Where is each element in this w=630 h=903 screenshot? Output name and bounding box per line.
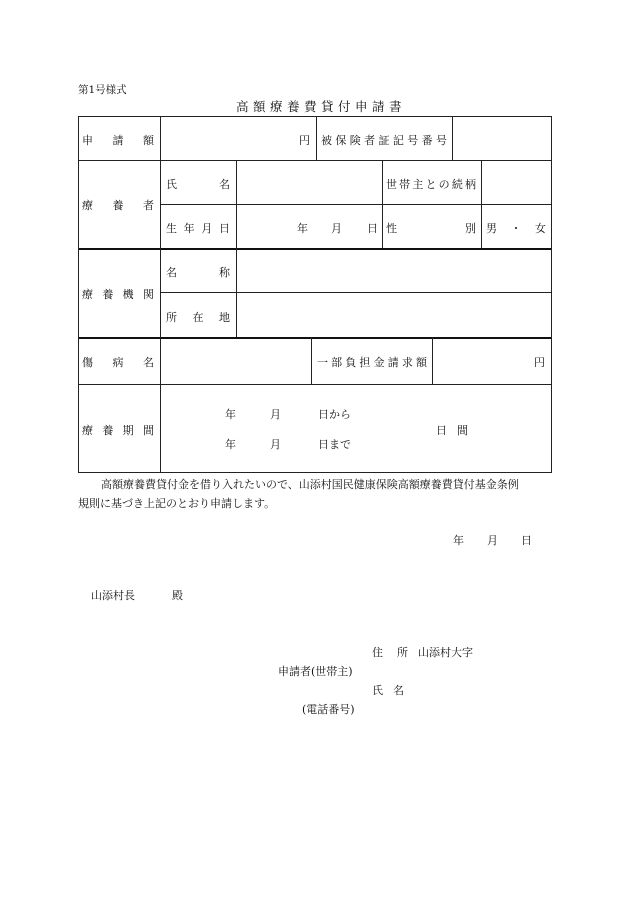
to-suffix: 日まで bbox=[318, 438, 351, 451]
to-year-unit: 年 bbox=[225, 438, 236, 451]
honorific: 殿 bbox=[172, 589, 183, 602]
form-title: 高額療養費貸付申請書 bbox=[236, 99, 407, 114]
institution-address-field[interactable] bbox=[237, 293, 551, 336]
insured-number-field[interactable] bbox=[453, 117, 551, 159]
applicant-phone-label: (電話番号) bbox=[302, 703, 355, 716]
statement-line-2: 規則に基づき上記のとおり申請します。 bbox=[78, 497, 276, 510]
disease-label: 傷病名 bbox=[82, 356, 154, 369]
addressee: 山添村長 bbox=[91, 589, 135, 602]
insured-number-label: 被保険者証記号番号 bbox=[321, 134, 447, 147]
institution-address-label: 所在地 bbox=[166, 311, 230, 324]
patient-label: 療養者 bbox=[82, 199, 154, 212]
date-year-unit: 年 bbox=[453, 534, 464, 547]
birth-month-unit: 月 bbox=[331, 222, 342, 235]
statement-line-1: 高額療養費貸付金を借り入れたいので、山添村国民健康保険高額療養費貸付基金条例 bbox=[101, 478, 519, 491]
days-label: 日間 bbox=[436, 424, 468, 437]
disease-field[interactable] bbox=[161, 339, 311, 384]
name-label: 氏名 bbox=[166, 178, 230, 191]
form-number: 第1号様式 bbox=[78, 84, 127, 96]
from-month-unit: 月 bbox=[270, 408, 281, 421]
applicant-name-label: 氏名 bbox=[372, 684, 404, 697]
institution-label: 療養機関 bbox=[82, 288, 154, 301]
sex-options[interactable]: 男・女 bbox=[486, 222, 546, 235]
applicant-address-label: 住所 bbox=[372, 646, 408, 659]
copay-label: 一部負担金請求額 bbox=[317, 356, 427, 369]
applicant-address-value: 山添村大字 bbox=[418, 646, 473, 659]
amount-unit: 円 bbox=[299, 134, 310, 147]
amount-field[interactable] bbox=[161, 117, 297, 159]
copay-unit: 円 bbox=[534, 356, 545, 369]
date-day-unit: 日 bbox=[521, 534, 532, 547]
from-suffix: 日から bbox=[318, 408, 351, 421]
relation-field[interactable] bbox=[482, 161, 551, 204]
relation-label: 世帯主との続柄 bbox=[386, 178, 476, 191]
birth-day-unit: 日 bbox=[367, 222, 378, 235]
date-month-unit: 月 bbox=[487, 534, 498, 547]
birth-year-unit: 年 bbox=[297, 222, 308, 235]
from-year-unit: 年 bbox=[225, 408, 236, 421]
name-field[interactable] bbox=[237, 161, 382, 204]
institution-name-field[interactable] bbox=[237, 250, 551, 292]
to-month-unit: 月 bbox=[270, 438, 281, 451]
amount-label: 申請額 bbox=[82, 134, 154, 147]
period-label: 療養期間 bbox=[82, 424, 154, 437]
applicant-role: 申請者(世帯主) bbox=[278, 665, 353, 678]
birthdate-label: 生年月日 bbox=[166, 222, 230, 235]
institution-name-label: 名称 bbox=[166, 266, 230, 279]
sex-label: 性別 bbox=[386, 222, 476, 235]
